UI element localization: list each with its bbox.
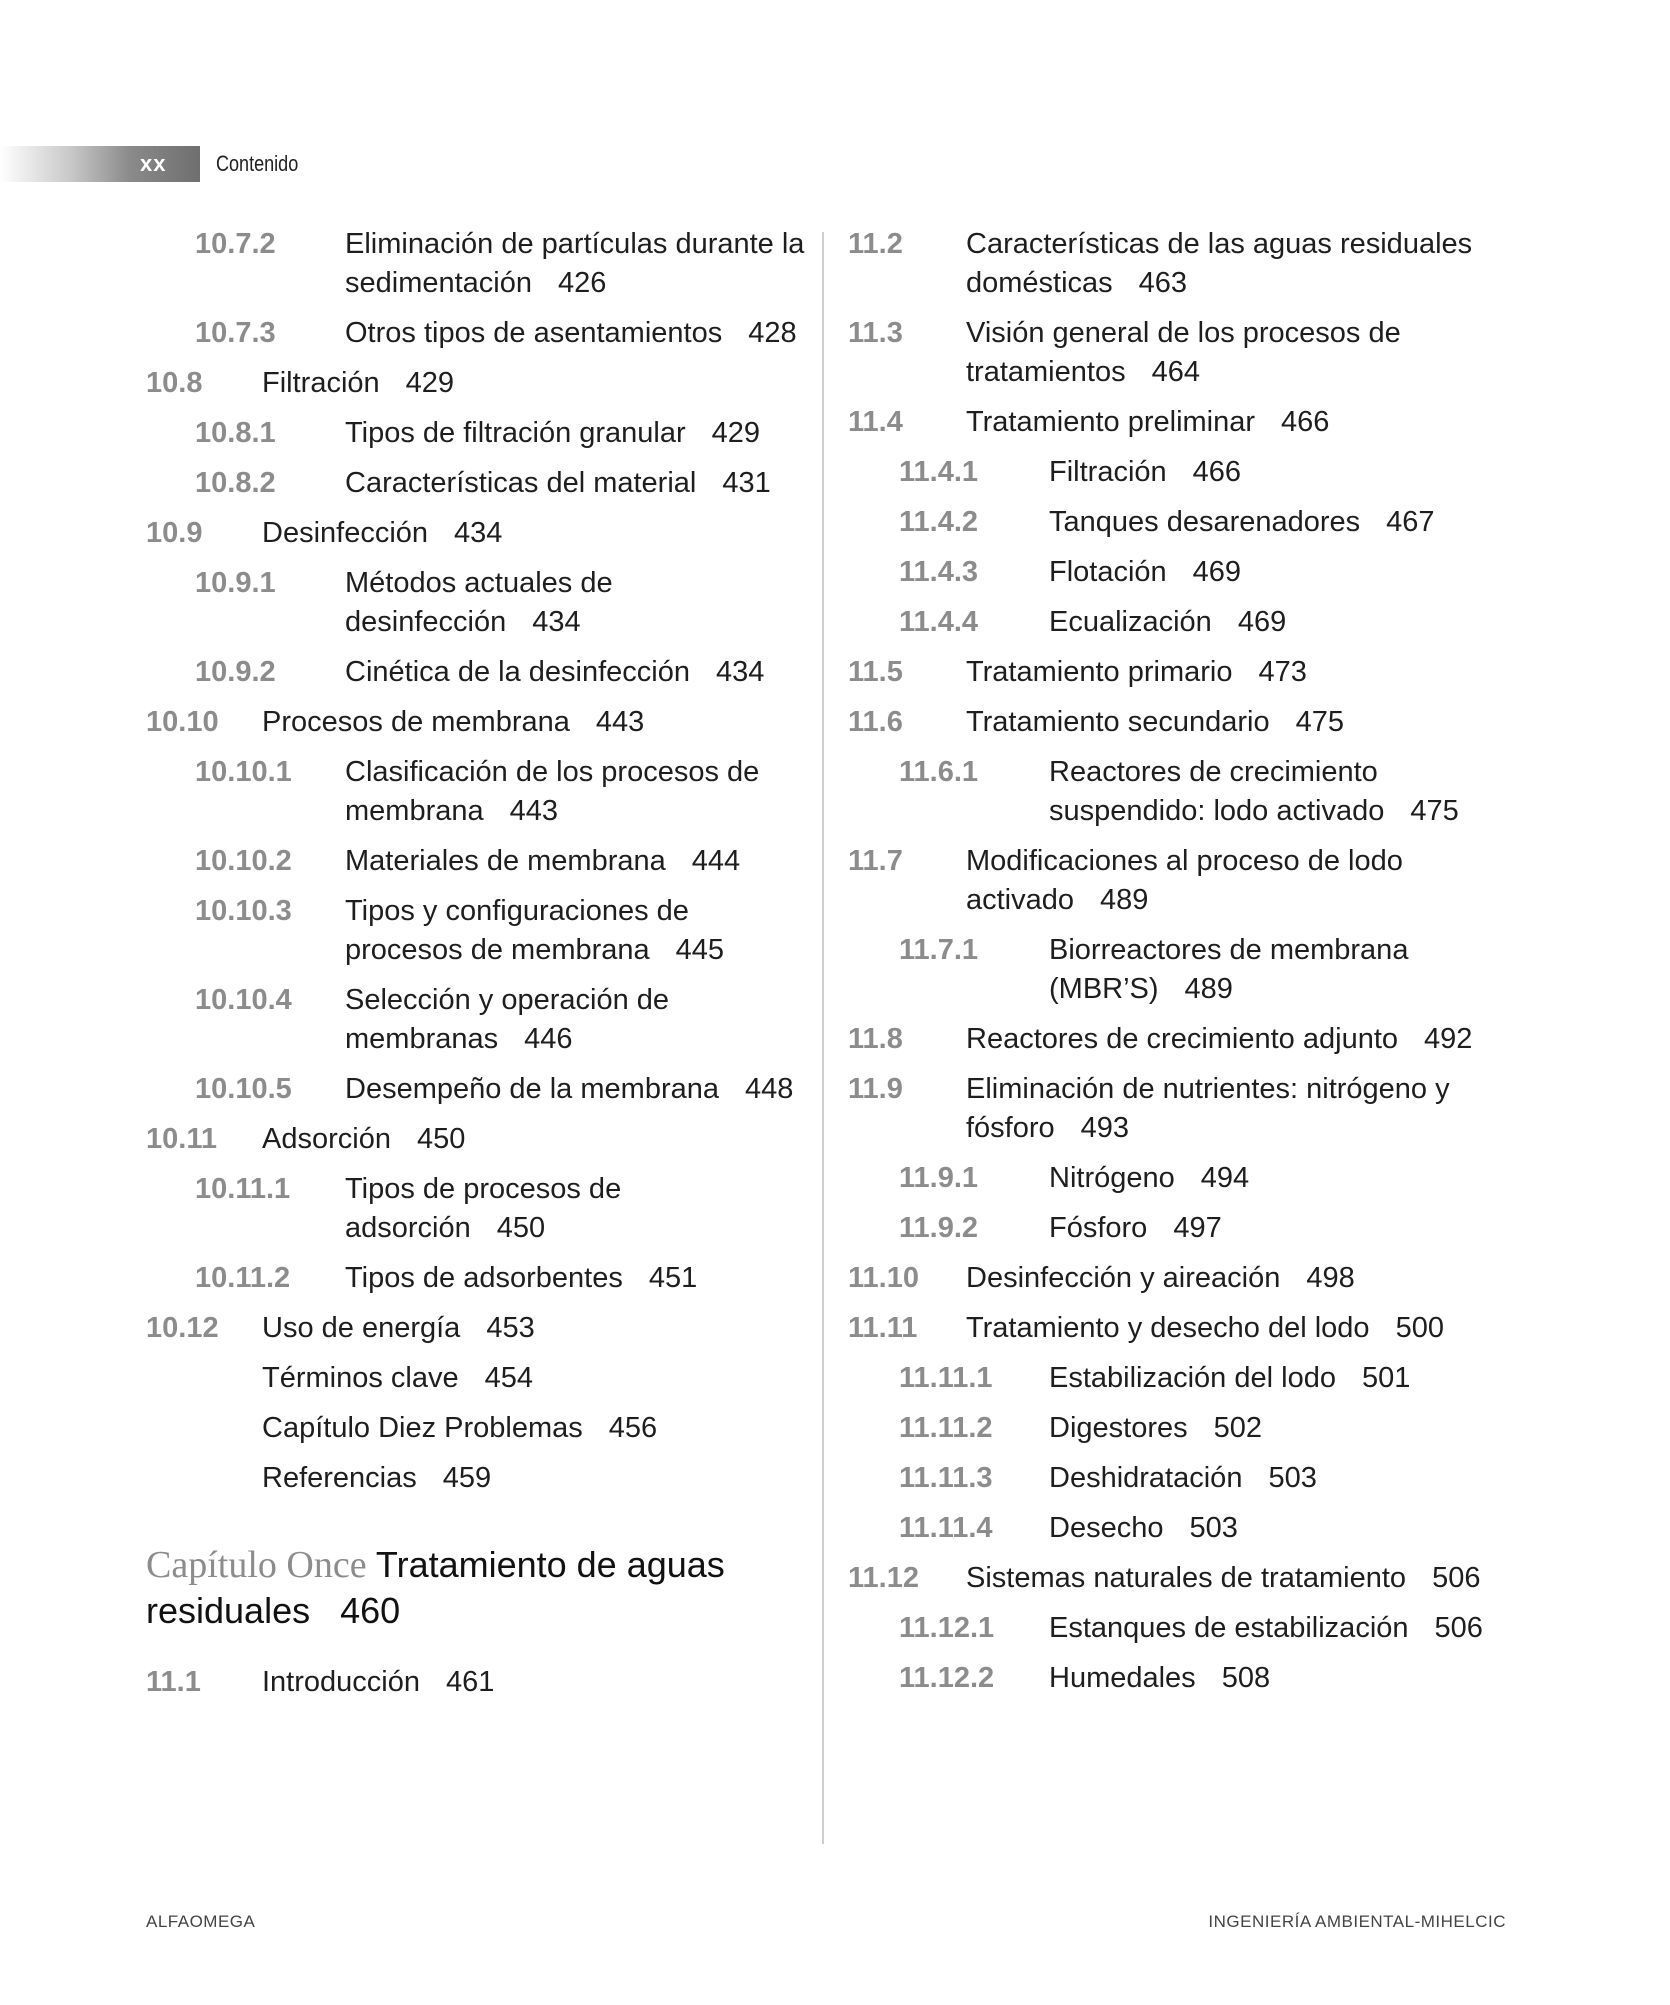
running-header-title: Contenido bbox=[216, 151, 299, 176]
section-page: 497 bbox=[1173, 1212, 1222, 1244]
section-number: 11.11.1 bbox=[899, 1362, 993, 1394]
toc-left-entries-after bbox=[146, 1663, 806, 1702]
section-page: 473 bbox=[1258, 656, 1307, 688]
section-title-wrap bbox=[1049, 1659, 1270, 1698]
toc-entry[interactable] bbox=[146, 653, 806, 692]
section-page: 431 bbox=[722, 467, 771, 499]
toc-entry[interactable] bbox=[848, 1609, 1528, 1648]
toc-entry[interactable] bbox=[146, 225, 806, 303]
section-number: 11.1 bbox=[146, 1666, 201, 1698]
section-page: 429 bbox=[405, 367, 455, 399]
section-title: Eliminación de nutrientes: nitrógeno y fósforo bbox=[966, 1073, 1450, 1144]
section-title: Adsorción bbox=[262, 1123, 391, 1155]
section-page: 475 bbox=[1410, 795, 1459, 827]
section-page: 489 bbox=[1184, 973, 1233, 1005]
section-title-wrap bbox=[345, 653, 764, 692]
toc-entry[interactable] bbox=[848, 1070, 1528, 1148]
toc-entry[interactable] bbox=[848, 1309, 1528, 1348]
toc-entry[interactable] bbox=[848, 842, 1528, 920]
section-title-wrap bbox=[345, 314, 797, 353]
section-number: 11.4.4 bbox=[899, 606, 979, 638]
section-number: 11.10 bbox=[848, 1262, 919, 1294]
section-title-wrap bbox=[1049, 1359, 1410, 1398]
section-title: Tipos y configuraciones de procesos de membrana bbox=[345, 895, 689, 966]
section-number: 11.9.1 bbox=[899, 1162, 979, 1194]
toc-entry[interactable] bbox=[146, 1309, 806, 1348]
section-title: Otros tipos de asentamientos bbox=[345, 317, 723, 349]
toc-entry[interactable] bbox=[848, 603, 1528, 642]
section-title: Tanques desarenadores bbox=[1049, 506, 1361, 538]
section-number: 11.6 bbox=[848, 706, 903, 738]
section-title-wrap bbox=[966, 225, 1528, 303]
section-page: 508 bbox=[1221, 1662, 1271, 1694]
section-title: Introducción bbox=[262, 1666, 420, 1698]
section-title-wrap bbox=[345, 753, 806, 831]
section-title-wrap bbox=[345, 981, 806, 1059]
section-page: 500 bbox=[1395, 1312, 1444, 1344]
section-title: Filtración bbox=[1049, 456, 1167, 488]
section-page: 428 bbox=[748, 317, 797, 349]
toc-entry[interactable] bbox=[848, 1259, 1528, 1298]
section-number: 11.4.2 bbox=[899, 506, 979, 538]
toc-entry[interactable] bbox=[146, 364, 806, 403]
section-title: Flotación bbox=[1049, 556, 1167, 588]
section-page: 492 bbox=[1424, 1023, 1473, 1055]
section-number: 10.10.4 bbox=[195, 984, 292, 1016]
section-page: 434 bbox=[532, 606, 581, 638]
section-title: Características de las aguas residuales domésticas bbox=[966, 228, 1473, 299]
section-title: Materiales de membrana bbox=[345, 845, 666, 877]
section-number: 11.11.3 bbox=[899, 1462, 993, 1494]
section-number: 11.4.3 bbox=[899, 556, 979, 588]
toc-entry[interactable] bbox=[848, 1659, 1528, 1698]
section-page: 463 bbox=[1138, 267, 1188, 299]
section-number: 10.8 bbox=[146, 367, 203, 399]
section-page: 434 bbox=[454, 517, 503, 549]
section-title-wrap bbox=[262, 364, 454, 403]
section-title-wrap bbox=[345, 1070, 793, 1109]
section-number: 11.12.2 bbox=[899, 1662, 995, 1694]
toc-entry[interactable] bbox=[146, 464, 806, 503]
section-page: 443 bbox=[509, 795, 559, 827]
section-title: Capítulo Diez Problemas bbox=[262, 1412, 583, 1444]
section-number: 11.11 bbox=[848, 1312, 918, 1344]
section-title: Procesos de membrana bbox=[262, 706, 570, 738]
toc-entry[interactable] bbox=[848, 931, 1528, 1009]
section-title-wrap bbox=[262, 1409, 657, 1448]
section-title-wrap bbox=[262, 514, 502, 553]
section-title-wrap bbox=[262, 1120, 465, 1159]
section-number: 10.12 bbox=[146, 1312, 219, 1344]
section-number: 11.5 bbox=[848, 656, 903, 688]
toc-entry[interactable] bbox=[146, 892, 806, 970]
section-title-wrap bbox=[966, 703, 1344, 742]
section-page: 469 bbox=[1192, 556, 1242, 588]
chapter-page: 460 bbox=[340, 1590, 401, 1631]
toc-entry[interactable] bbox=[848, 453, 1528, 492]
section-page: 461 bbox=[446, 1666, 495, 1698]
toc-right-entries bbox=[848, 225, 1528, 1698]
section-title-wrap bbox=[345, 842, 740, 881]
section-title: Reactores de crecimiento adjunto bbox=[966, 1023, 1399, 1055]
footer-book-title: INGENIERÍA AMBIENTAL-MIHELCIC bbox=[1208, 1912, 1506, 1931]
toc-left-entries bbox=[146, 225, 806, 1498]
section-title: Tipos de procesos de adsorción bbox=[345, 1173, 622, 1244]
toc-entry[interactable] bbox=[146, 1359, 806, 1398]
chapter-title: Tratamiento de aguas residuales bbox=[146, 1544, 725, 1631]
section-page: 498 bbox=[1306, 1262, 1355, 1294]
section-title-wrap bbox=[966, 653, 1307, 692]
section-title-wrap bbox=[1049, 503, 1435, 542]
toc-entry[interactable] bbox=[848, 1159, 1528, 1198]
section-page: 426 bbox=[558, 267, 607, 299]
section-title: Desinfección bbox=[262, 517, 429, 549]
section-number: 10.9.1 bbox=[195, 567, 276, 599]
section-title: Nitrógeno bbox=[1049, 1162, 1175, 1194]
section-title: Desinfección y aireación bbox=[966, 1262, 1281, 1294]
section-page: 489 bbox=[1100, 884, 1149, 916]
section-title: Referencias bbox=[262, 1462, 417, 1494]
section-title-wrap bbox=[345, 1170, 806, 1248]
section-number: 10.11 bbox=[146, 1123, 217, 1155]
section-number: 10.9.2 bbox=[195, 656, 276, 688]
section-number: 11.9.2 bbox=[899, 1212, 979, 1244]
toc-entry[interactable] bbox=[848, 553, 1528, 592]
section-title: Digestores bbox=[1049, 1412, 1188, 1444]
toc-entry[interactable] bbox=[848, 225, 1528, 303]
section-title-wrap bbox=[1049, 1509, 1238, 1548]
section-number: 11.12.1 bbox=[899, 1612, 995, 1644]
section-title: Desempeño de la membrana bbox=[345, 1073, 719, 1105]
section-number: 10.10.1 bbox=[195, 756, 292, 788]
section-title-wrap bbox=[262, 1309, 535, 1348]
section-page: 450 bbox=[496, 1212, 546, 1244]
toc-entry[interactable] bbox=[146, 564, 806, 642]
section-title: Cinética de la desinfección bbox=[345, 656, 690, 688]
column-divider bbox=[822, 232, 824, 1844]
section-page: 467 bbox=[1386, 506, 1435, 538]
toc-entry[interactable] bbox=[848, 1209, 1528, 1248]
section-page: 434 bbox=[715, 656, 765, 688]
section-page: 493 bbox=[1080, 1112, 1130, 1144]
section-title-wrap bbox=[966, 1020, 1472, 1059]
toc-entry[interactable] bbox=[146, 314, 806, 353]
section-title-wrap bbox=[1049, 1609, 1483, 1648]
section-number: 11.7.1 bbox=[899, 934, 979, 966]
section-page: 446 bbox=[524, 1023, 573, 1055]
section-title: Tratamiento secundario bbox=[966, 706, 1270, 738]
section-title-wrap bbox=[966, 842, 1528, 920]
toc-entry[interactable] bbox=[848, 1409, 1528, 1448]
section-title: Biorreactores de membrana (MBR’S) bbox=[1049, 934, 1409, 1005]
section-title: Estabilización del lodo bbox=[1049, 1362, 1336, 1394]
section-title: Eliminación de partículas durante la sedimentación bbox=[345, 228, 805, 299]
toc-entry[interactable] bbox=[848, 1020, 1528, 1059]
section-number: 11.11.4 bbox=[899, 1512, 993, 1544]
section-page: 475 bbox=[1295, 706, 1344, 738]
section-title-wrap bbox=[262, 703, 644, 742]
section-page: 459 bbox=[442, 1462, 492, 1494]
section-title-wrap bbox=[262, 1663, 494, 1702]
section-title: Desecho bbox=[1049, 1512, 1164, 1544]
toc-entry[interactable] bbox=[146, 1409, 806, 1448]
section-page: 451 bbox=[648, 1262, 698, 1294]
section-title-wrap bbox=[345, 892, 806, 970]
section-title: Clasificación de los procesos de membrana bbox=[345, 756, 760, 827]
section-title-wrap bbox=[966, 1070, 1528, 1148]
section-title: Filtración bbox=[262, 367, 380, 399]
toc-entry[interactable] bbox=[848, 503, 1528, 542]
section-page: 456 bbox=[608, 1412, 658, 1444]
section-title: Reactores de crecimiento suspendido: lodo activado bbox=[1049, 756, 1385, 827]
section-number: 10.7.2 bbox=[195, 228, 276, 260]
section-title: Visión general de los procesos de tratamientos bbox=[966, 317, 1401, 388]
section-title-wrap bbox=[345, 225, 806, 303]
section-page: 450 bbox=[416, 1123, 466, 1155]
section-page: 466 bbox=[1281, 406, 1330, 438]
toc-entry[interactable] bbox=[146, 981, 806, 1059]
section-title-wrap bbox=[966, 403, 1329, 442]
toc-entry[interactable] bbox=[848, 1359, 1528, 1398]
toc-entry[interactable] bbox=[848, 1509, 1528, 1548]
section-page: 469 bbox=[1237, 606, 1287, 638]
section-page: 454 bbox=[484, 1362, 534, 1394]
section-number: 11.9 bbox=[848, 1073, 903, 1105]
section-title: Ecualización bbox=[1049, 606, 1212, 638]
section-number: 11.8 bbox=[848, 1023, 903, 1055]
section-title: Tipos de filtración granular bbox=[345, 417, 686, 449]
section-title-wrap bbox=[966, 314, 1528, 392]
section-title-wrap bbox=[345, 464, 771, 503]
section-title-wrap bbox=[1049, 1209, 1222, 1248]
toc-entry[interactable] bbox=[848, 403, 1528, 442]
section-page: 448 bbox=[744, 1073, 794, 1105]
section-title: Modificaciones al proceso de lodo activado bbox=[966, 845, 1403, 916]
section-number: 11.3 bbox=[848, 317, 903, 349]
section-title: Humedales bbox=[1049, 1662, 1196, 1694]
toc-entry[interactable] bbox=[146, 1459, 806, 1498]
section-number: 11.12 bbox=[848, 1562, 919, 1594]
chapter-label: Capítulo Once bbox=[146, 1544, 367, 1586]
section-title: Tratamiento y desecho del lodo bbox=[966, 1312, 1370, 1344]
section-title-wrap bbox=[966, 1309, 1444, 1348]
section-title-wrap bbox=[345, 1259, 697, 1298]
section-number: 10.8.2 bbox=[195, 467, 276, 499]
section-page: 453 bbox=[486, 1312, 535, 1344]
section-page: 466 bbox=[1192, 456, 1242, 488]
toc-entry[interactable] bbox=[848, 703, 1528, 742]
section-title-wrap bbox=[345, 564, 806, 642]
section-title: Selección y operación de membranas bbox=[345, 984, 670, 1055]
toc-entry[interactable] bbox=[146, 1663, 806, 1702]
section-number: 10.11.2 bbox=[195, 1262, 291, 1294]
section-number: 11.2 bbox=[848, 228, 903, 260]
section-title: Uso de energía bbox=[262, 1312, 461, 1344]
section-title: Términos clave bbox=[262, 1362, 459, 1394]
footer-publisher: ALFAOMEGA bbox=[146, 1912, 256, 1931]
toc-entry[interactable] bbox=[848, 314, 1528, 392]
chapter-heading bbox=[146, 1542, 806, 1633]
section-page: 506 bbox=[1432, 1562, 1481, 1594]
section-page: 503 bbox=[1189, 1512, 1238, 1544]
section-page: 443 bbox=[595, 706, 645, 738]
toc-entry[interactable] bbox=[848, 1459, 1528, 1498]
toc-entry[interactable] bbox=[146, 842, 806, 881]
page-number-label: xx bbox=[140, 151, 167, 176]
section-number: 11.4 bbox=[848, 406, 903, 438]
section-title-wrap bbox=[345, 414, 760, 453]
section-title: Métodos actuales de desinfección bbox=[345, 567, 613, 638]
section-number: 10.11.1 bbox=[195, 1173, 291, 1205]
toc-entry[interactable] bbox=[146, 414, 806, 453]
toc-entry[interactable] bbox=[146, 753, 806, 831]
section-title: Características del material bbox=[345, 467, 697, 499]
section-page: 494 bbox=[1200, 1162, 1250, 1194]
section-title-wrap bbox=[1049, 603, 1286, 642]
section-page: 506 bbox=[1434, 1612, 1483, 1644]
section-title: Tratamiento primario bbox=[966, 656, 1233, 688]
section-number: 10.10.3 bbox=[195, 895, 292, 927]
section-number: 10.8.1 bbox=[195, 417, 276, 449]
section-page: 503 bbox=[1268, 1462, 1317, 1494]
section-number: 10.9 bbox=[146, 517, 203, 549]
section-page: 502 bbox=[1213, 1412, 1263, 1444]
section-page: 429 bbox=[711, 417, 761, 449]
section-title-wrap bbox=[1049, 1459, 1317, 1498]
section-number: 11.6.1 bbox=[899, 756, 979, 788]
section-title: Sistemas naturales de tratamiento bbox=[966, 1562, 1407, 1594]
section-title: Fósforo bbox=[1049, 1212, 1148, 1244]
section-number: 10.10.2 bbox=[195, 845, 292, 877]
section-title: Tipos de adsorbentes bbox=[345, 1262, 623, 1294]
toc-entry[interactable] bbox=[146, 1259, 806, 1298]
toc-right-column bbox=[848, 225, 1528, 1709]
toc-entry[interactable] bbox=[146, 1070, 806, 1109]
section-title-wrap bbox=[262, 1459, 491, 1498]
section-number: 10.10.5 bbox=[195, 1073, 292, 1105]
section-title-wrap bbox=[966, 1559, 1480, 1598]
section-title-wrap bbox=[1049, 1159, 1249, 1198]
section-number: 11.4.1 bbox=[899, 456, 979, 488]
section-title-wrap bbox=[1049, 453, 1241, 492]
toc-entry[interactable] bbox=[848, 753, 1528, 831]
section-page: 501 bbox=[1361, 1362, 1411, 1394]
section-title-wrap bbox=[1049, 753, 1528, 831]
toc-entry[interactable] bbox=[146, 703, 806, 742]
section-number: 10.7.3 bbox=[195, 317, 276, 349]
section-title-wrap bbox=[1049, 931, 1528, 1009]
section-title-wrap bbox=[1049, 553, 1241, 592]
section-page: 444 bbox=[691, 845, 741, 877]
toc-left-column bbox=[146, 225, 806, 1713]
section-title: Tratamiento preliminar bbox=[966, 406, 1256, 438]
section-title-wrap bbox=[966, 1259, 1355, 1298]
toc-entry[interactable] bbox=[146, 514, 806, 553]
section-page: 445 bbox=[675, 934, 725, 966]
section-page: 464 bbox=[1151, 356, 1200, 388]
section-number: 11.11.2 bbox=[899, 1412, 993, 1444]
section-title: Deshidratación bbox=[1049, 1462, 1243, 1494]
toc-entry[interactable] bbox=[146, 1120, 806, 1159]
section-number: 11.7 bbox=[848, 845, 903, 877]
section-title-wrap bbox=[1049, 1409, 1262, 1448]
section-number: 10.10 bbox=[146, 706, 219, 738]
toc-entry[interactable] bbox=[848, 1559, 1528, 1598]
section-title: Estanques de estabilización bbox=[1049, 1612, 1409, 1644]
section-title-wrap bbox=[262, 1359, 533, 1398]
toc-entry[interactable] bbox=[848, 653, 1528, 692]
toc-entry[interactable] bbox=[146, 1170, 806, 1248]
